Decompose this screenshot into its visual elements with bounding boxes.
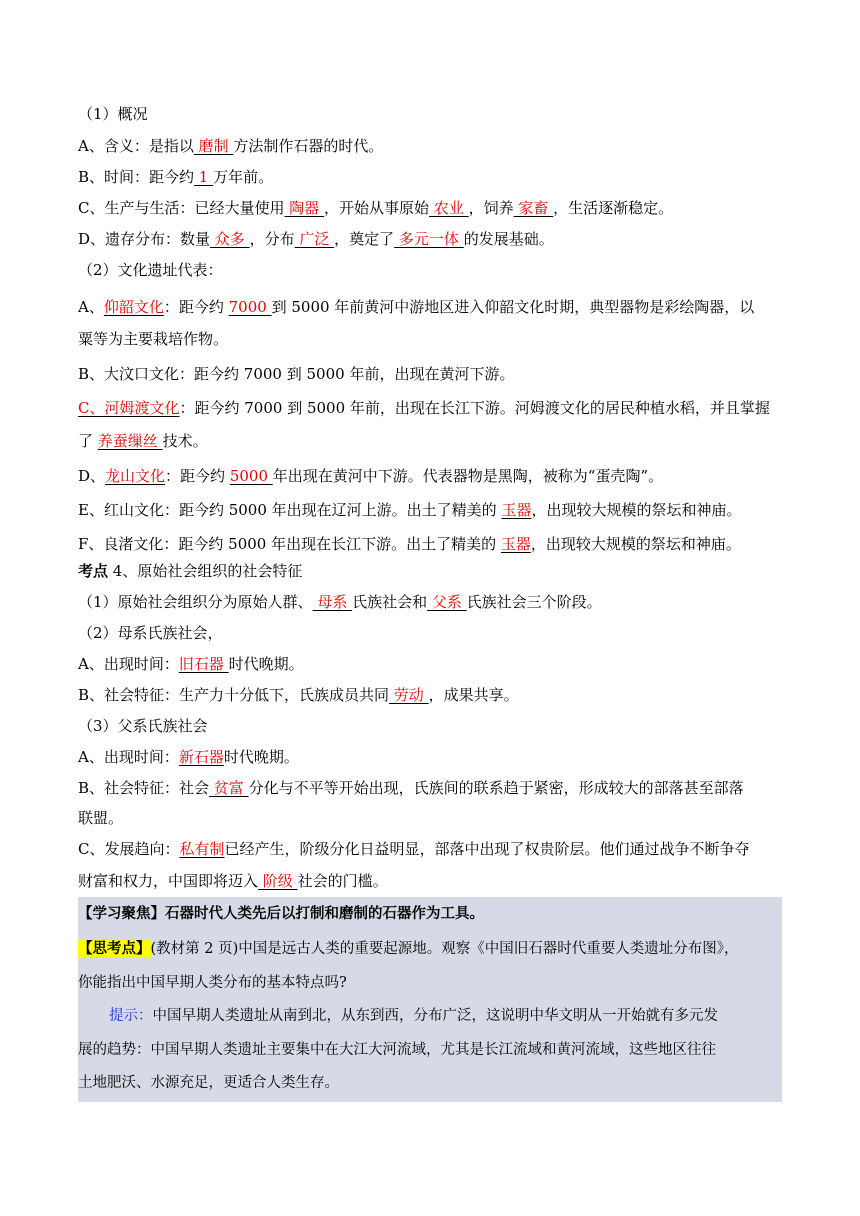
- blank-answer: 养蚕缫丝: [97, 432, 163, 450]
- blank-answer: 陶器: [284, 199, 325, 217]
- study-focus-box: [78, 897, 782, 1102]
- blank-answer: 广泛: [294, 230, 335, 248]
- blank-answer: 父系: [427, 593, 467, 611]
- blank-answer: 私有制: [179, 840, 225, 858]
- kaodian-4-heading: 考点 4、原始社会组织的社会特征: [78, 562, 303, 580]
- matriarchal-title: （2）母系氏族社会，: [78, 624, 223, 642]
- hint-line-2: 展的趋势：中国早期人类遗址主要集中在大江大河流域，尤其是长江流域和黄河流域，这些地区往往: [78, 1042, 716, 1058]
- hint-label: 提示：: [109, 1008, 153, 1024]
- blank-answer: 家畜: [513, 199, 554, 217]
- blank-answer: 多元一体: [394, 230, 464, 248]
- hemudu-line-2: 了 养蚕缫丝 技术。: [78, 432, 208, 450]
- hongshan-line: E、红山文化：距今约 5000 年出现在辽河上游。出土了精美的 玉器，出现较大规模的祭坛和神庙。: [78, 501, 742, 519]
- blank-answer: 玉器: [501, 501, 532, 519]
- blank-answer: 劳动: [389, 686, 429, 704]
- trend-line: C、发展趋向：私有制已经产生，阶级分化日益明显，部落中出现了权贵阶层。他们通过战争不断争夺: [78, 840, 750, 858]
- distribution-line: D、遗存分布：数量 众多 ，分布 广泛 ，奠定了 多元一体 的发展基础。: [78, 230, 554, 248]
- blank-answer: 贫富: [209, 779, 249, 797]
- yangshao-line-2: 粟等为主要栽培作物。: [78, 330, 229, 348]
- blank-answer: 玉器: [500, 535, 531, 553]
- section-2-title: （2）文化遗址代表：: [78, 261, 223, 279]
- yangshao-line: A、仰韶文化：距今约 7000 到 5000 年前黄河中游地区进入仰韶文化时期，典型器物是彩绘陶器，以: [78, 298, 755, 316]
- stages-line: （1）原始社会组织分为原始人群、 母系 氏族社会和 父系 氏族社会三个阶段。: [78, 593, 602, 611]
- patriarchal-title: （3）父系氏族社会: [78, 717, 208, 735]
- blank-answer: 7000: [228, 298, 272, 316]
- time-line: B、时间：距今约 1 万年前。: [78, 168, 274, 186]
- hemudu-line: C、河姆渡文化：距今约 7000 到 5000 年前，出现在长江下游。河姆渡文化的居民种植水稻，并且掌握: [78, 399, 770, 417]
- hint-line: 提示：中国早期人类遗址从南到北，从东到西，分布广泛，这说明中华文明从一开始就有多元发: [109, 1008, 718, 1024]
- culture-name: C、河姆渡文化: [78, 399, 180, 417]
- trend-line-2: 财富和权力，中国即将迈入 阶级 社会的门槛。: [78, 872, 388, 890]
- dawenkou-line: B、大汶口文化：距今约 7000 到 5000 年前，出现在黄河下游。: [78, 365, 515, 383]
- matriarchal-feature-line: B、社会特征：生产力十分低下，氏族成员共同 劳动 ，成果共享。: [78, 686, 519, 704]
- blank-answer: 新石器: [178, 748, 224, 766]
- blank-answer: 磨制: [193, 137, 234, 155]
- patriarchal-feature-line-2: 联盟。: [78, 809, 124, 827]
- liangzhu-line: F、良渚文化：距今约 5000 年出现在长江下游。出土了精美的 玉器，出现较大规模的祭坛和神庙。: [78, 535, 741, 553]
- blank-answer: 1: [194, 168, 214, 186]
- blank-answer: 众多: [210, 230, 250, 248]
- study-focus-line: 【学习聚焦】石器时代人类先后以打制和磨制的石器作为工具。: [78, 905, 484, 922]
- think-point-line-2: 你能指出中国早期人类分布的基本特点吗?: [78, 975, 347, 991]
- patriarchal-feature-line: B、社会特征：社会 贫富 分化与不平等开始出现，氏族间的联系趋于紧密，形成较大的部落甚至部落: [78, 779, 744, 797]
- culture-name: 龙山文化: [105, 467, 166, 485]
- culture-name: 仰韶文化: [103, 298, 164, 316]
- blank-answer: 旧石器: [178, 655, 229, 673]
- blank-answer: 5000: [229, 467, 273, 485]
- think-point-line: 【思考点】(教材第 2 页)中国是远古人类的重要起源地。观察《中国旧石器时代重要人类遗址分布图》，: [78, 940, 739, 957]
- matriarchal-time-line: A、出现时间：旧石器 时代晚期。: [78, 655, 304, 673]
- longshan-line: D、龙山文化：距今约 5000 年出现在黄河中下游。代表器物是黑陶，被称为“蛋壳陶”。: [78, 467, 664, 485]
- section-1-title: （1）概况: [78, 105, 148, 123]
- think-point-label: 【思考点】: [78, 940, 151, 957]
- meaning-line: A、含义：是指以 磨制 方法制作石器的时代。: [78, 137, 384, 155]
- hint-line-3: 土地肥沃、水源充足，更适合人类生存。: [78, 1075, 339, 1091]
- blank-answer: 农业: [429, 199, 469, 217]
- life-line: C、生产与生活：已经大量使用 陶器 ，开始从事原始 农业 ，饲养 家畜 ，生活逐渐稳定。: [78, 199, 674, 217]
- blank-answer: 母系: [312, 593, 353, 611]
- patriarchal-time-line: A、出现时间：新石器时代晚期。: [78, 748, 299, 766]
- blank-answer: 阶级: [258, 872, 298, 890]
